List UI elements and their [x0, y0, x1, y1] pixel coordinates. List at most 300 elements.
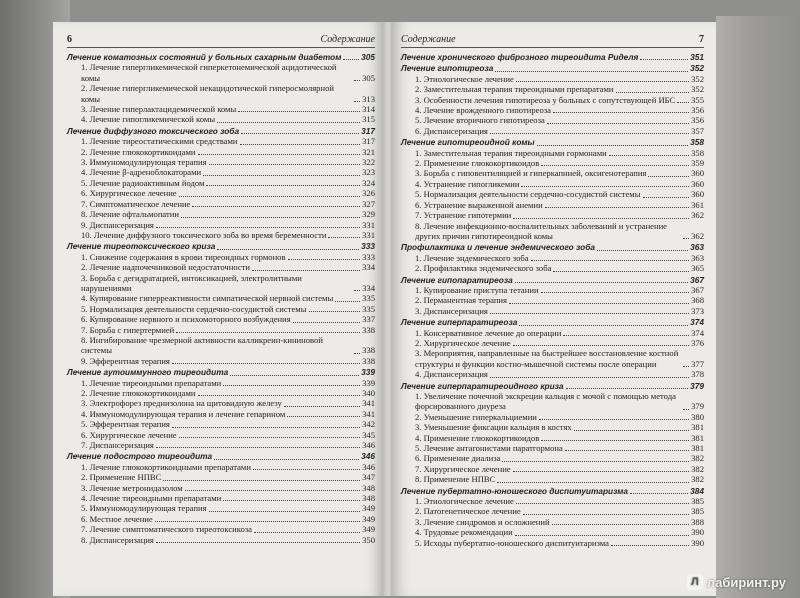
toc-page-number: 360: [691, 178, 704, 189]
toc-leader-dots: [253, 469, 360, 470]
toc-item: [401, 263, 704, 273]
toc-leader-dots: [156, 447, 360, 448]
toc-item: [401, 74, 704, 84]
toc-entry-text: Лечение гипотиреоидной комы: [401, 137, 535, 148]
toc-entry-text: 7. Симптоматическое лечение: [81, 198, 191, 209]
toc-item: [67, 462, 375, 472]
toc-item: [67, 209, 375, 219]
toc-item: [401, 210, 704, 220]
toc-leader-dots: [284, 406, 360, 407]
toc-leader-dots: [163, 480, 360, 481]
toc-leader-dots: [354, 80, 360, 81]
toc-entry-text: 3. Мероприятия, направленные на быстрейшее восстановление костной структуры и функции костно-мышечной системы после операции: [415, 348, 679, 369]
toc-leader-dots: [288, 259, 361, 260]
toc-page-number: 355: [691, 94, 704, 105]
toc-item: [67, 188, 375, 198]
toc-page-number: 360: [691, 168, 704, 179]
toc-page-number: 349: [362, 524, 375, 535]
toc-entry-text: 3. Борьба с гиповентиляцией и гиперкапнией, оксигенотерапия: [415, 168, 647, 179]
toc-entry-text: 8. Лечение инфекционно-воспалительных заболеваний и устранение других причин гипотиреоидной комы: [415, 220, 667, 241]
toc-item: [401, 84, 704, 94]
toc-entry-text: 2. Применение НПВС: [81, 472, 162, 483]
toc-page-number: 361: [691, 199, 704, 210]
toc-page-number: 359: [691, 158, 704, 169]
toc-section: [401, 486, 704, 496]
toc-leader-dots: [541, 292, 690, 293]
toc-entry-text: Лечение гиперпаратиреоза: [401, 317, 518, 328]
toc-entry-text: 6. Применение диализа: [415, 453, 501, 464]
toc-entry-text: 2. Лечение глюкокортикоидами: [81, 146, 196, 157]
toc-item: [401, 517, 704, 527]
toc-entry-text: Лечение подострого тиреоидита: [67, 451, 213, 462]
toc-page-number: 356: [691, 105, 704, 116]
toc-leader-dots: [609, 155, 689, 156]
left-page-header: [67, 34, 375, 48]
toc-item: [67, 335, 375, 356]
toc-entry-text: 6. Хирургическое лечение: [81, 188, 177, 199]
toc-page-number: 390: [691, 527, 704, 538]
toc-entry-text: Лечение коматозных состояний у больных сахарным диабетом: [67, 52, 342, 62]
toc-leader-dots: [531, 260, 690, 261]
toc-item: [401, 328, 704, 338]
toc-leader-dots: [185, 490, 360, 491]
toc-leader-dots: [521, 186, 689, 187]
toc-page-number: 327: [362, 198, 375, 209]
toc-item: [401, 285, 704, 295]
toc-item: [67, 83, 375, 104]
toc-item: [67, 524, 375, 534]
toc-entry-text: 3. Электрофорез преднизолона на щитовидную железу: [81, 398, 282, 409]
toc-leader-dots: [516, 81, 689, 82]
toc-page-number: 385: [691, 496, 704, 507]
toc-leader-dots: [683, 366, 689, 367]
toc-item: [401, 464, 704, 474]
toc-entry-text: 1. Лечение тиреоидными препаратами: [81, 377, 222, 388]
toc-page-number: 338: [362, 324, 375, 335]
toc-entry-text: 3. Уменьшение фиксации кальция в костях: [415, 422, 572, 433]
toc-page-number: 346: [361, 451, 375, 462]
toc-item: [401, 433, 704, 443]
right-page: [391, 22, 716, 596]
toc-leader-dots: [203, 175, 360, 176]
toc-entry-text: 5. Нормализация деятельности сердечно-сосудистой системы: [415, 189, 641, 200]
toc-leader-dots: [630, 493, 688, 494]
toc-entry-text: Лечение гиперпаратиреоидного криза: [401, 380, 564, 391]
toc-item: [401, 412, 704, 422]
toc-entry-text: 2. Патогенетическое лечение: [415, 506, 521, 517]
toc-leader-dots: [539, 419, 689, 420]
toc-entry-text: 2. Лечение надпочечниковой недостаточности: [81, 262, 251, 273]
toc-leader-dots: [683, 409, 689, 410]
toc-leader-dots: [192, 206, 360, 207]
toc-section: [401, 63, 704, 73]
toc-page-number: 331: [362, 219, 375, 230]
toc-item: [67, 493, 375, 503]
toc-page-number: 350: [362, 534, 375, 545]
toc-page-number: 323: [362, 167, 375, 178]
toc-leader-dots: [254, 532, 360, 533]
toc-item: [401, 474, 704, 484]
toc-page-number: 351: [690, 52, 704, 62]
toc-entry-text: Лечение пубертатно-юношеского диспитуитаризма: [401, 485, 629, 496]
toc-entry-text: Лечение аутоиммунного тиреоидита: [67, 367, 229, 378]
toc-item: [67, 157, 375, 167]
toc-entry-text: 1. Увеличение почечной экскреции кальция с мочой с помощью метода форсированного диуреза: [415, 391, 676, 412]
toc-page-number: 345: [362, 429, 375, 440]
toc-page-number: 368: [691, 295, 704, 306]
toc-entry-text: 8. Диспансеризация: [81, 534, 154, 545]
toc-item: [401, 115, 704, 125]
toc-leader-dots: [179, 437, 361, 438]
toc-page-number: 382: [691, 463, 704, 474]
toc-item: [67, 440, 375, 450]
toc-entry-text: 5. Лечение антагонистами паратгормона: [415, 443, 563, 454]
toc-leader-dots: [574, 430, 689, 431]
toc-page-number: 334: [362, 282, 375, 293]
toc-leader-dots: [309, 311, 361, 312]
toc-entry-text: 4. Устранение гипогликемии: [415, 178, 520, 189]
toc-page-number: 382: [691, 474, 704, 485]
toc-entry-text: 4. Лечение тиреоидными препаратами: [81, 493, 222, 504]
toc-entry-text: 1. Этиологическое лечение: [415, 496, 514, 507]
book-right-edge: [716, 16, 800, 598]
toc-entry-text: 2. Лечение гипергликемической некацидотической гиперосмолярной комы: [81, 83, 334, 104]
toc-entry-text: 8. Ингибирование чрезмерной активности калликреин-кининовой системы: [81, 334, 323, 356]
toc-entry-text: Лечение хронического фиброзного тиреоидита Риделя: [401, 52, 639, 62]
toc-entry-text: 6. Хирургическое лечение: [81, 429, 177, 440]
toc-item: [67, 314, 375, 324]
toc-entry-text: 7. Борьба с гипертермией: [81, 324, 175, 335]
toc-item: [67, 252, 375, 262]
toc-entry-text: 3. Особенности лечения гипотиреоза у больных с сопутствующей ИБС: [415, 94, 676, 105]
toc-leader-dots: [223, 385, 360, 386]
toc-item: [67, 178, 375, 188]
toc-item: [67, 356, 375, 366]
toc-item: [67, 273, 375, 294]
toc-entry-text: 10. Лечение диффузного токсического зоба во время беременности: [81, 229, 327, 240]
toc-leader-dots: [643, 197, 690, 198]
toc-entry-text: 5. Эфферентная терапия: [81, 419, 170, 430]
toc-page-number: 347: [362, 472, 375, 483]
toc-leader-dots: [214, 459, 359, 460]
toc-entry-text: 1. Лечение гипергликемической гиперкетонемической ацидотической комы: [81, 62, 337, 83]
toc-leader-dots: [541, 440, 689, 441]
toc-page-number: 341: [362, 408, 375, 419]
toc-leader-dots: [565, 450, 689, 451]
toc-item: [67, 199, 375, 209]
toc-item: [67, 514, 375, 524]
toc-leader-dots: [495, 71, 688, 72]
toc-entry-text: 2. Перманентная терапия: [415, 295, 507, 306]
toc-entry-text: 3. Диспансеризация: [415, 305, 488, 316]
toc-leader-dots: [252, 270, 360, 271]
toc-entry-text: 1. Снижение содержания в крови тиреоидных гормонов: [81, 251, 286, 262]
right-header-title: Содержание: [401, 34, 456, 45]
toc-page-number: 322: [362, 157, 375, 168]
toc-page-number: 339: [361, 367, 375, 378]
toc-leader-dots: [354, 353, 360, 354]
toc-leader-dots: [206, 185, 360, 186]
toc-entry-text: 5. Лечение вторичного гипотиреоза: [415, 115, 545, 126]
toc-item: [401, 168, 704, 178]
toc-leader-dots: [156, 227, 360, 228]
toc-item: [401, 422, 704, 432]
toc-item: [401, 306, 704, 316]
toc-leader-dots: [513, 345, 690, 346]
toc-page-number: 348: [362, 493, 375, 504]
toc-leader-dots: [230, 375, 359, 376]
toc-leader-dots: [490, 133, 689, 134]
toc-section: [401, 275, 704, 285]
toc-leader-dots: [155, 521, 360, 522]
toc-entry-text: 3. Лечение синдромов и осложнений: [415, 516, 550, 527]
left-page: [53, 22, 385, 596]
toc-leader-dots: [328, 237, 360, 238]
toc-page-number: 379: [691, 401, 704, 412]
toc-page-number: 335: [362, 303, 375, 314]
toc-leader-dots: [677, 102, 689, 103]
toc-page-number: 346: [362, 440, 375, 451]
toc-page-number: 317: [362, 136, 375, 147]
toc-entry-text: 5. Нормализация деятельности сердечно-сосудистой системы: [81, 303, 307, 314]
toc-leader-dots: [648, 176, 689, 177]
toc-leader-dots: [616, 92, 690, 93]
toc-entry-text: 1. Консервативное лечение до операции: [415, 327, 562, 338]
toc-section: [67, 451, 375, 461]
toc-leader-dots: [683, 238, 689, 239]
toc-leader-dots: [209, 164, 361, 165]
toc-entry-text: 1. Купирование приступа тетании: [415, 284, 539, 295]
toc-entry-text: 4. Иммуномодулирующая терапия и лечение гепарином: [81, 408, 286, 419]
toc-section: [67, 126, 375, 136]
toc-page-number: 360: [691, 189, 704, 200]
toc-page-number: 363: [690, 242, 704, 253]
toc-item: [401, 348, 704, 369]
toc-entry-text: 1. Этиологическое лечение: [415, 73, 514, 84]
toc-entry-text: 2. Уменьшение гиперкальциемии: [415, 411, 537, 422]
toc-item: [401, 148, 704, 158]
toc-entry-text: 5. Иммуномодулирующая терапия: [81, 503, 207, 514]
toc-leader-dots: [343, 59, 359, 60]
toc-leader-dots: [179, 196, 361, 197]
toc-page-number: 333: [361, 241, 375, 252]
toc-entry-text: 1. Лечение глюкокортикоидными препаратами: [81, 461, 251, 472]
toc-entry-text: Лечение гипопаратиреоза: [401, 274, 513, 285]
toc-leader-dots: [509, 303, 689, 304]
left-header-title: Содержание: [320, 34, 375, 45]
toc-leader-dots: [640, 59, 688, 60]
toc-page-number: 367: [691, 284, 704, 295]
watermark-text: лабиринт.ру: [706, 574, 786, 590]
toc-entry-text: 2. Лечение глюкокортикоидами: [81, 388, 196, 398]
toc-item: [67, 230, 375, 240]
toc-leader-dots: [515, 535, 689, 536]
toc-left: [67, 52, 375, 545]
toc-page-number: 342: [362, 419, 375, 430]
toc-page-number: 378: [691, 369, 704, 380]
toc-entry-text: 1. Лечение эндемического зоба: [415, 252, 529, 263]
toc-leader-dots: [497, 482, 689, 483]
toc-item: [67, 220, 375, 230]
toc-item: [67, 136, 375, 146]
toc-item: [401, 158, 704, 168]
toc-entry-text: 3. Лечение гиперлактацидемической комы: [81, 104, 237, 115]
right-page-header: [401, 34, 704, 48]
toc-leader-dots: [597, 250, 688, 251]
toc-item: [67, 378, 375, 388]
toc-page-number: 337: [362, 314, 375, 325]
toc-entry-text: 8. Лечение офтальмопатии: [81, 209, 179, 220]
toc-page-number: 315: [362, 114, 375, 125]
toc-leader-dots: [238, 111, 360, 112]
toc-page-number: 385: [691, 506, 704, 517]
toc-leader-dots: [502, 461, 689, 462]
toc-entry-text: 9. Диспансеризация: [81, 219, 154, 230]
toc-section: [401, 381, 704, 391]
toc-page-number: 333: [362, 251, 375, 262]
toc-item: [401, 95, 704, 105]
toc-item: [67, 398, 375, 408]
toc-leader-dots: [354, 290, 360, 291]
toc-section: [67, 52, 375, 62]
toc-entry-text: 7. Хирургическое лечение: [415, 463, 511, 474]
toc-page-number: 334: [362, 262, 375, 273]
toc-page-number: 338: [362, 355, 375, 366]
toc-item: [67, 430, 375, 440]
toc-entry-text: 6. Устранение выраженной анемии: [415, 199, 543, 210]
toc-page-number: 381: [691, 443, 704, 454]
toc-entry-text: 4. Лечение гипогликемической комы: [81, 114, 216, 125]
toc-page-number: 367: [690, 274, 704, 285]
toc-item: [401, 496, 704, 506]
toc-page-number: 340: [362, 388, 375, 398]
toc-leader-dots: [287, 416, 360, 417]
toc-page-number: 358: [691, 147, 704, 158]
toc-leader-dots: [335, 301, 360, 302]
toc-leader-dots: [172, 427, 360, 428]
toc-entry-text: 7. Диспансеризация: [81, 440, 154, 451]
toc-leader-dots: [519, 325, 688, 326]
toc-leader-dots: [198, 154, 361, 155]
toc-item: [401, 443, 704, 453]
toc-item: [401, 369, 704, 379]
toc-item: [401, 105, 704, 115]
toc-item: [67, 535, 375, 545]
toc-item: [67, 62, 375, 83]
toc-entry-text: 3. Лечение метронидазолом: [81, 482, 183, 493]
toc-page-number: 380: [691, 411, 704, 422]
toc-page-number: 346: [362, 461, 375, 472]
toc-page-number: 335: [362, 293, 375, 304]
toc-leader-dots: [217, 122, 360, 123]
toc-leader-dots: [490, 377, 689, 378]
toc-page-number: 373: [691, 305, 704, 316]
toc-page-number: 349: [362, 503, 375, 514]
toc-page-number: 390: [691, 537, 704, 548]
toc-entry-text: 9. Эфферентная терапия: [81, 355, 170, 366]
toc-entry-text: Лечение тиреотоксического криза: [67, 241, 216, 252]
toc-page-number: 349: [362, 513, 375, 524]
toc-page-number: 317: [361, 125, 375, 136]
toc-page-number: 338: [362, 345, 375, 356]
toc-page-number: 377: [691, 358, 704, 369]
right-page-number: 7: [699, 34, 704, 45]
toc-leader-dots: [537, 145, 689, 146]
toc-page-number: 379: [690, 380, 704, 391]
toc-page-number: 314: [362, 104, 375, 115]
toc-entry-text: 4. Лечение врожденного гипотиреоза: [415, 105, 551, 116]
toc-page-number: 365: [691, 263, 704, 274]
toc-page-number: 362: [691, 210, 704, 221]
toc-entry-text: 2. Профилактика эндемического зоба: [415, 263, 552, 274]
toc-entry-text: 6. Диспансеризация: [415, 125, 488, 136]
toc-item: [67, 262, 375, 272]
toc-item: [67, 304, 375, 314]
toc-leader-dots: [209, 511, 361, 512]
toc-page-number: 381: [691, 422, 704, 433]
toc-page-number: 384: [690, 485, 704, 496]
toc-page-number: 324: [362, 177, 375, 188]
toc-page-number: 348: [362, 482, 375, 493]
toc-page-number: 357: [691, 125, 704, 136]
toc-item: [401, 506, 704, 516]
toc-leader-dots: [545, 207, 689, 208]
toc-leader-dots: [176, 332, 360, 333]
toc-entry-text: 3. Иммуномодулирующая терапия: [81, 157, 207, 168]
toc-item: [67, 167, 375, 177]
toc-leader-dots: [515, 282, 688, 283]
toc-item: [401, 253, 704, 263]
toc-page-number: 326: [362, 188, 375, 199]
toc-leader-dots: [611, 545, 689, 546]
toc-page-number: 321: [362, 146, 375, 157]
toc-item: [67, 104, 375, 114]
toc-item: [401, 126, 704, 136]
toc-entry-text: 2. Хирургическое лечение: [415, 337, 511, 348]
toc-entry-text: 6. Местное лечение: [81, 513, 153, 524]
toc-item: [67, 472, 375, 482]
toc-leader-dots: [223, 500, 360, 501]
toc-page-number: 331: [362, 229, 375, 240]
toc-item: [401, 179, 704, 189]
toc-page-number: 374: [691, 327, 704, 338]
toc-entry-text: 7. Устранение гипотермии: [415, 210, 512, 221]
toc-item: [67, 325, 375, 335]
toc-item: [67, 114, 375, 124]
toc-page-number: 356: [691, 115, 704, 126]
toc-page-number: 305: [361, 52, 375, 62]
toc-entry-text: 7. Лечение симптоматического тиреотоксикоза: [81, 524, 252, 535]
toc-entry-text: 2. Заместительная терапия тиреоидными препаратами: [415, 84, 614, 95]
toc-leader-dots: [553, 112, 689, 113]
toc-item: [401, 221, 704, 242]
toc-item: [67, 147, 375, 157]
toc-leader-dots: [241, 133, 359, 134]
toc-section: [401, 137, 704, 147]
toc-entry-text: 4. Лечение β-адреноблокаторами: [81, 167, 202, 178]
toc-item: [401, 453, 704, 463]
toc-item: [401, 538, 704, 548]
toc-item: [67, 409, 375, 419]
toc-entry-text: 6. Купирование нервного и психомоторного возбуждения: [81, 314, 291, 325]
toc-page-number: 339: [362, 377, 375, 388]
toc-leader-dots: [156, 542, 360, 543]
toc-entry-text: 3. Борьба с дегидратацией, интоксикацией, электролитными нарушениями: [81, 272, 302, 293]
toc-item: [401, 295, 704, 305]
left-page-number: 6: [67, 34, 72, 45]
toc-page-number: 382: [691, 453, 704, 464]
toc-item: [401, 189, 704, 199]
